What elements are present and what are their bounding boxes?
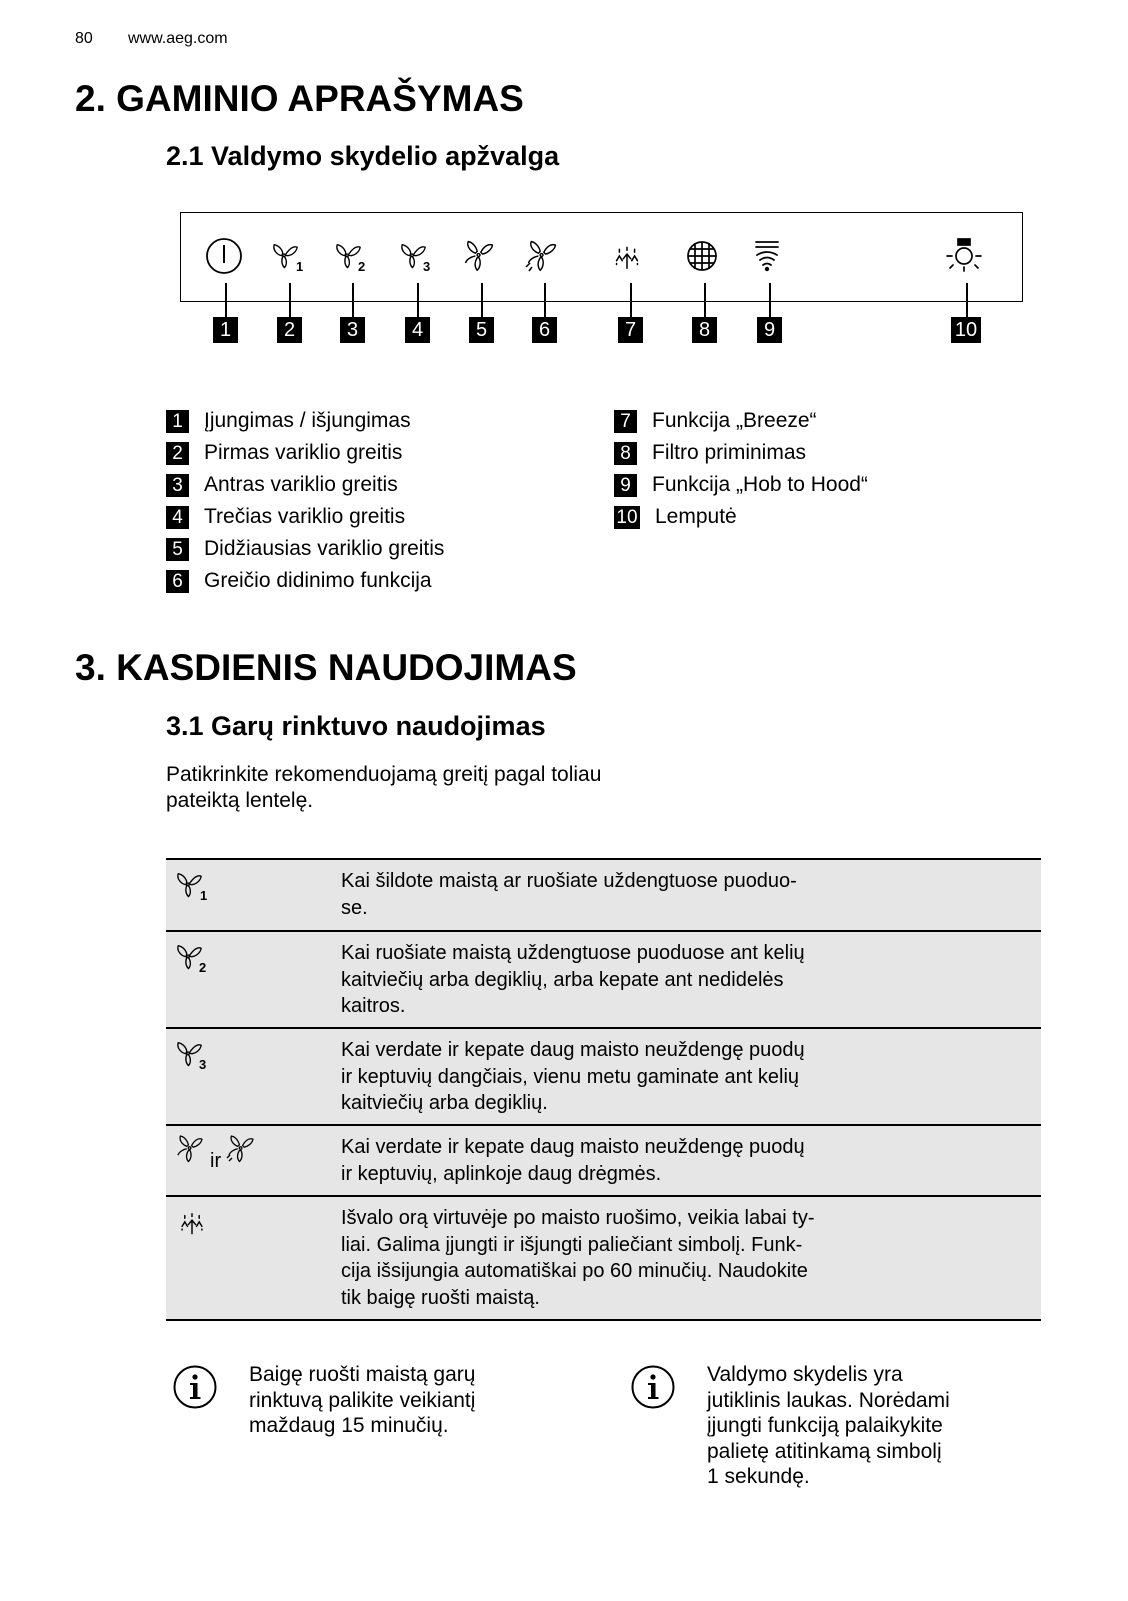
table-row xyxy=(166,930,1041,1027)
section-2-1-subtitle: 2.1 Valdymo skydelio apžvalga xyxy=(166,141,560,171)
filter-icon xyxy=(683,237,723,277)
speed-recommendation-table xyxy=(166,858,1041,1321)
fan-max-icon xyxy=(174,1132,208,1166)
table-icon-cell xyxy=(166,932,341,1027)
breeze-icon xyxy=(174,1203,214,1243)
table-text-cell: Kai šildote maistą ar ruošiate uždengtuose puoduo- se. xyxy=(341,870,797,919)
callout-line xyxy=(544,283,546,317)
fan-speed-3-icon xyxy=(174,1035,214,1075)
table-row xyxy=(166,1027,1041,1124)
legend-number: 3 xyxy=(166,474,189,497)
legend-text: Lemputė xyxy=(655,505,737,528)
legend-item xyxy=(166,469,444,501)
info-icon xyxy=(630,1364,676,1410)
svg-text:1: 1 xyxy=(296,259,304,274)
legend-number: 2 xyxy=(166,442,189,465)
fan-speed-3-icon xyxy=(398,237,438,277)
svg-text:1: 1 xyxy=(200,888,208,903)
legend-text: Trečias variklio greitis xyxy=(204,505,406,528)
info-note: Baigę ruošti maistą garų rinktuvą palikite veikiantį maždaug 15 minučių. xyxy=(249,1363,476,1437)
table-text-cell: Išvalo orą virtuvėje po maisto ruošimo, veikia labai ty- liai. Galima įjungti ir išjungti paliečiant simbolį. Funk- cija išsijungia automatiškai po 60 minučių. Naudokite tik baigę ruošti maistą. xyxy=(341,1207,815,1309)
table-icon-cell xyxy=(166,1197,341,1319)
legend-item xyxy=(166,437,444,469)
svg-text:2: 2 xyxy=(199,960,207,975)
legend-number: 6 xyxy=(166,570,189,593)
callout-line xyxy=(630,283,632,317)
callout-number: 5 xyxy=(469,317,494,343)
legend-left xyxy=(166,405,444,597)
info-note: Valdymo skydelis yra jutiklinis laukas. Norėdami įjungti funkciją palaikykite palietę atitinkamą simbolį 1 sekundę. xyxy=(707,1363,950,1488)
legend-item xyxy=(166,533,444,565)
legend-text: Funkcija „Breeze“ xyxy=(652,409,817,432)
table-text-cell: Kai verdate ir kepate daug maisto neuždengę puodų ir keptuvių, aplinkoje daug drėgmės. xyxy=(341,1136,805,1185)
table-icon-cell xyxy=(166,860,341,930)
table-text-cell: Kai verdate ir kepate daug maisto neuždengę puodų ir keptuvių dangčiais, vienu metu gaminate ant kelių kaitviečių arba degiklių. xyxy=(341,1039,805,1114)
callout-line xyxy=(966,283,968,317)
legend-item xyxy=(614,405,868,437)
breeze-icon xyxy=(608,236,648,276)
legend-number: 7 xyxy=(614,410,637,433)
legend-number: 9 xyxy=(614,474,637,497)
legend-item xyxy=(614,437,868,469)
table-text-cell: Kai ruošiate maistą uždengtuose puoduose ant kelių kaitviečių arba degiklių, arba kepate ant nedidelės kaitros. xyxy=(341,942,805,1017)
legend-item xyxy=(614,469,868,501)
hob-to-hood-icon xyxy=(748,236,788,276)
callout-number: 2 xyxy=(277,317,302,343)
callout-number: 1 xyxy=(213,317,238,343)
callout-line xyxy=(704,283,706,317)
table-icon-cell xyxy=(166,1029,341,1124)
fan-speed-2-icon xyxy=(174,938,214,978)
callout-number: 6 xyxy=(532,317,557,343)
power-icon xyxy=(204,236,244,276)
legend-text: Antras variklio greitis xyxy=(204,473,398,496)
legend-item xyxy=(166,501,444,533)
legend-text: Filtro priminimas xyxy=(652,441,807,464)
callout-line xyxy=(352,283,354,317)
callout-line xyxy=(225,283,227,317)
section-3-1-subtitle: 3.1 Garų rinktuvo naudojimas xyxy=(166,711,546,741)
legend-item xyxy=(166,565,444,597)
fan-max-icon xyxy=(461,237,501,277)
legend-item xyxy=(614,501,868,533)
callout-number: 9 xyxy=(757,317,782,343)
callout-line xyxy=(481,283,483,317)
svg-text:2: 2 xyxy=(358,259,366,274)
table-icon-cell xyxy=(166,1126,341,1195)
section-2-title: 2. GAMINIO APRAŠYMAS xyxy=(75,78,524,119)
page-number: 80 xyxy=(75,30,93,47)
legend-text: Pirmas variklio greitis xyxy=(204,441,403,464)
legend-text: Funkcija „Hob to Hood“ xyxy=(652,473,868,496)
callout-line xyxy=(769,283,771,317)
table-row xyxy=(166,1195,1041,1321)
info-icon xyxy=(172,1364,218,1410)
fan-speed-1-icon xyxy=(270,237,310,277)
legend-number: 5 xyxy=(166,538,189,561)
svg-text:3: 3 xyxy=(423,259,431,274)
intro-paragraph: Patikrinkite rekomenduojamą greitį pagal toliau pateiktą lentelę. xyxy=(166,763,602,812)
legend-text: Įjungimas / išjungimas xyxy=(204,409,411,432)
legend-number: 4 xyxy=(166,506,189,529)
fan-speed-2-icon xyxy=(333,237,373,277)
legend-text: Didžiausias variklio greitis xyxy=(204,537,445,560)
legend-text: Greičio didinimo funkcija xyxy=(204,569,432,592)
lamp-icon xyxy=(944,236,984,276)
fan-boost-icon xyxy=(225,1132,259,1166)
callout-line xyxy=(289,283,291,317)
fan-boost-icon xyxy=(524,237,564,277)
callout-number: 7 xyxy=(618,317,643,343)
callout-line xyxy=(417,283,419,317)
callout-number: 3 xyxy=(340,317,365,343)
callout-number: 4 xyxy=(405,317,430,343)
connector-text: ir xyxy=(210,1150,222,1172)
table-row xyxy=(166,1124,1041,1195)
legend-number: 10 xyxy=(614,506,640,529)
website-url: www.aeg.com xyxy=(128,30,228,47)
section-3-title: 3. KASDIENIS NAUDOJIMAS xyxy=(75,647,577,688)
fan-speed-1-icon xyxy=(174,866,214,906)
legend-right xyxy=(614,405,868,533)
legend-number: 8 xyxy=(614,442,637,465)
callout-number: 8 xyxy=(692,317,717,343)
table-row xyxy=(166,858,1041,930)
legend-number: 1 xyxy=(166,410,189,433)
legend-item xyxy=(166,405,444,437)
svg-text:3: 3 xyxy=(199,1057,207,1072)
callout-number: 10 xyxy=(951,317,981,343)
